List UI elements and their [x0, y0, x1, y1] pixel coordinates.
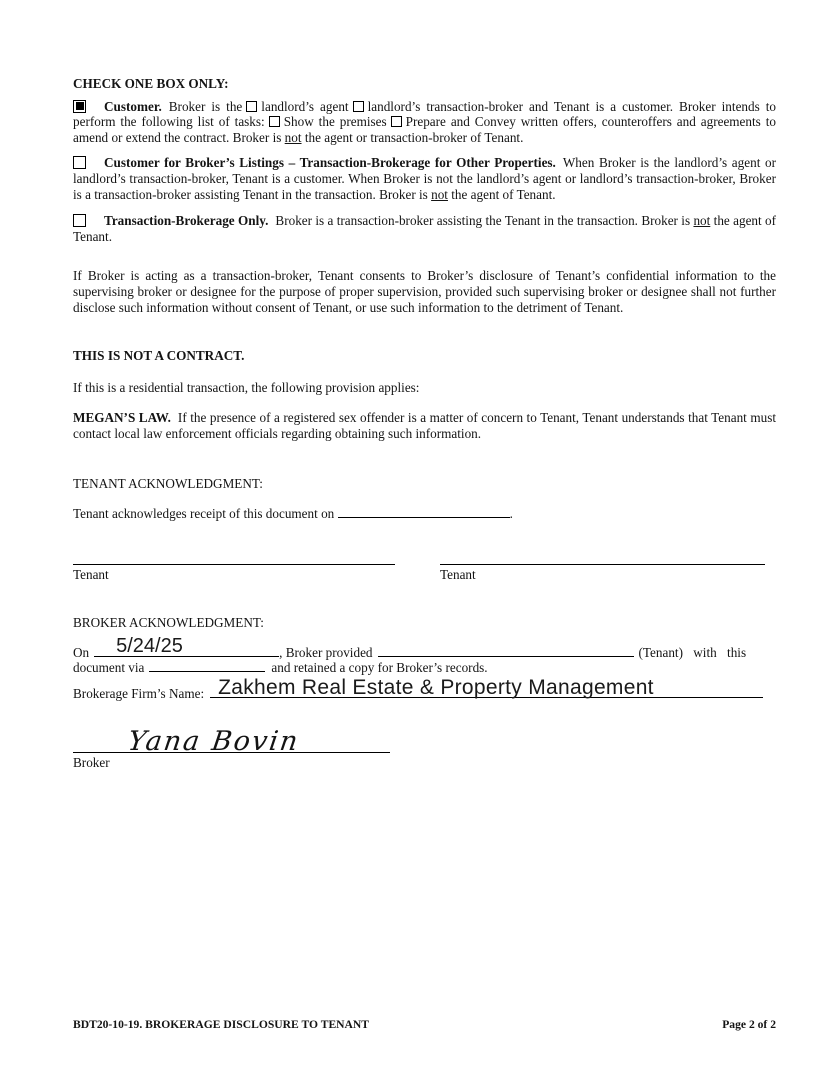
tenant-signature-label-1: Tenant [73, 566, 109, 582]
checkbox-fill [76, 102, 84, 110]
option-tbo-label: Transaction-Brokerage Only. [104, 213, 269, 229]
tenant-signature-line-1[interactable] [73, 564, 395, 583]
tenant-signature-row [73, 564, 776, 583]
receipt-period: . [509, 506, 513, 522]
megans-law-text: If the presence of a registered sex offender is a matter of concern to Tenant, Tenant understands that Tenant must contact local law enforcement officials regarding obtaining such information. [73, 410, 776, 441]
checkbox-customer-brokers-listings-icon[interactable] [73, 156, 86, 169]
retained-copy-text: and retained a copy for Broker’s records. [271, 660, 488, 676]
tenant-signature-label-2: Tenant [440, 566, 476, 582]
checkbox-customer-checked-icon[interactable] [73, 100, 86, 113]
checkbox-transaction-brokerage-only-icon[interactable] [73, 214, 86, 227]
confidential-paragraph: If Broker is acting as a transaction-broker, Tenant consents to Broker’s disclosure of Tenant’s confidential information to the supervising broker or designee for the purpose of proper supervision, provided such supervising broker or designee shall not further disclose such information without consent of Tenant, or use such information to the detriment of Tenant. [73, 268, 776, 315]
tenant-with-this-text: (Tenant) with this [638, 644, 747, 660]
broker-date-value: 5/24/25 [116, 635, 183, 658]
option-customer-text-5: Prepare and Convey written offers, counteroffers and agreements to amend or extend the contract. Broker is [73, 114, 776, 145]
option-customer-label: Customer. [104, 98, 162, 114]
brokerage-firm-line [73, 676, 776, 702]
option-customer-text-6: the agent or transaction-broker of Tenant. [304, 129, 524, 145]
residential-provision-line: If this is a residential transaction, the following provision applies: [73, 379, 420, 395]
option-customer-text-1: Broker is the [168, 98, 243, 114]
option-customer-not: not [284, 129, 302, 145]
option-customer-brokers-listings [73, 155, 776, 202]
page-footer [73, 1017, 776, 1033]
receipt-date-field[interactable] [338, 517, 510, 518]
brokerage-firm-label: Brokerage Firm’s Name: [73, 686, 205, 702]
option-tbo-text-1: Broker is a transaction-broker assisting the Tenant in the transaction. Broker is [275, 213, 691, 229]
broker-date-field[interactable] [94, 635, 279, 658]
receipt-text: Tenant acknowledges receipt of this document on [73, 506, 335, 522]
megans-law-paragraph [73, 410, 776, 441]
broker-signature-value: Yana Bovin [125, 726, 302, 758]
megans-law-label: MEGAN’S LAW. [73, 410, 171, 426]
option-customer [73, 99, 776, 146]
brokerage-firm-value: Zakhem Real Estate & Property Management [218, 676, 654, 700]
broker-acknowledgment-heading: BROKER ACKNOWLEDGMENT: [73, 615, 264, 631]
checkbox-prepare-convey-icon[interactable] [391, 116, 402, 127]
option-listings-text-2: the agent of Tenant. [451, 186, 556, 202]
checkbox-landlords-agent-icon[interactable] [246, 101, 257, 112]
footer-form-id: BDT20-10-19. BROKERAGE DISCLOSURE TO TENANT [73, 1018, 370, 1031]
brokerage-firm-field[interactable] [210, 676, 763, 700]
footer-page-number: Page 2 of 2 [722, 1018, 776, 1031]
not-a-contract-heading: THIS IS NOT A CONTRACT. [73, 348, 245, 364]
broker-provided-label: , Broker provided [279, 644, 373, 660]
option-tbo-text-2: the agent of Tenant. [73, 213, 777, 244]
tenant-acknowledgment-heading: TENANT ACKNOWLEDGMENT: [73, 475, 263, 491]
document-via-line [73, 660, 776, 676]
document-content [73, 76, 776, 770]
checkbox-landlords-transaction-broker-icon[interactable] [353, 101, 364, 112]
option-listings-text-1: When Broker is the landlord’s agent or landlord’s transaction-broker, Tenant is a customer. When Broker is not the landlord’s agent or landlord’s transaction-broker, Broker is a transaction-broker assisting Tenant in the transaction. Broker is [73, 155, 776, 202]
delivery-method-field[interactable] [149, 671, 265, 672]
on-label: On [73, 644, 90, 660]
option-customer-text-2: landlord’s agent [261, 98, 349, 114]
option-customer-text-3: landlord’s transaction-broker and Tenant is a customer. Broker intends to perform the following list of tasks: [73, 98, 776, 130]
broker-signature-label: Broker [73, 754, 110, 770]
broker-provided-line [73, 635, 776, 661]
option-transaction-brokerage-only [73, 213, 776, 244]
option-listings-label: Customer for Broker’s Listings – Transaction-Brokerage for Other Properties. [104, 155, 556, 171]
section-heading: CHECK ONE BOX ONLY: [73, 76, 229, 91]
tenant-signature-line-2[interactable] [440, 564, 765, 583]
option-customer-text-4: Show the premises [283, 114, 387, 130]
option-tbo-not: not [693, 213, 711, 229]
document-via-label: document via [73, 660, 145, 676]
broker-signature-field[interactable] [73, 712, 390, 758]
receipt-line [73, 506, 776, 522]
option-listings-not: not [431, 186, 448, 202]
tenant-name-field[interactable] [378, 656, 634, 657]
checkbox-show-premises-icon[interactable] [269, 116, 280, 127]
